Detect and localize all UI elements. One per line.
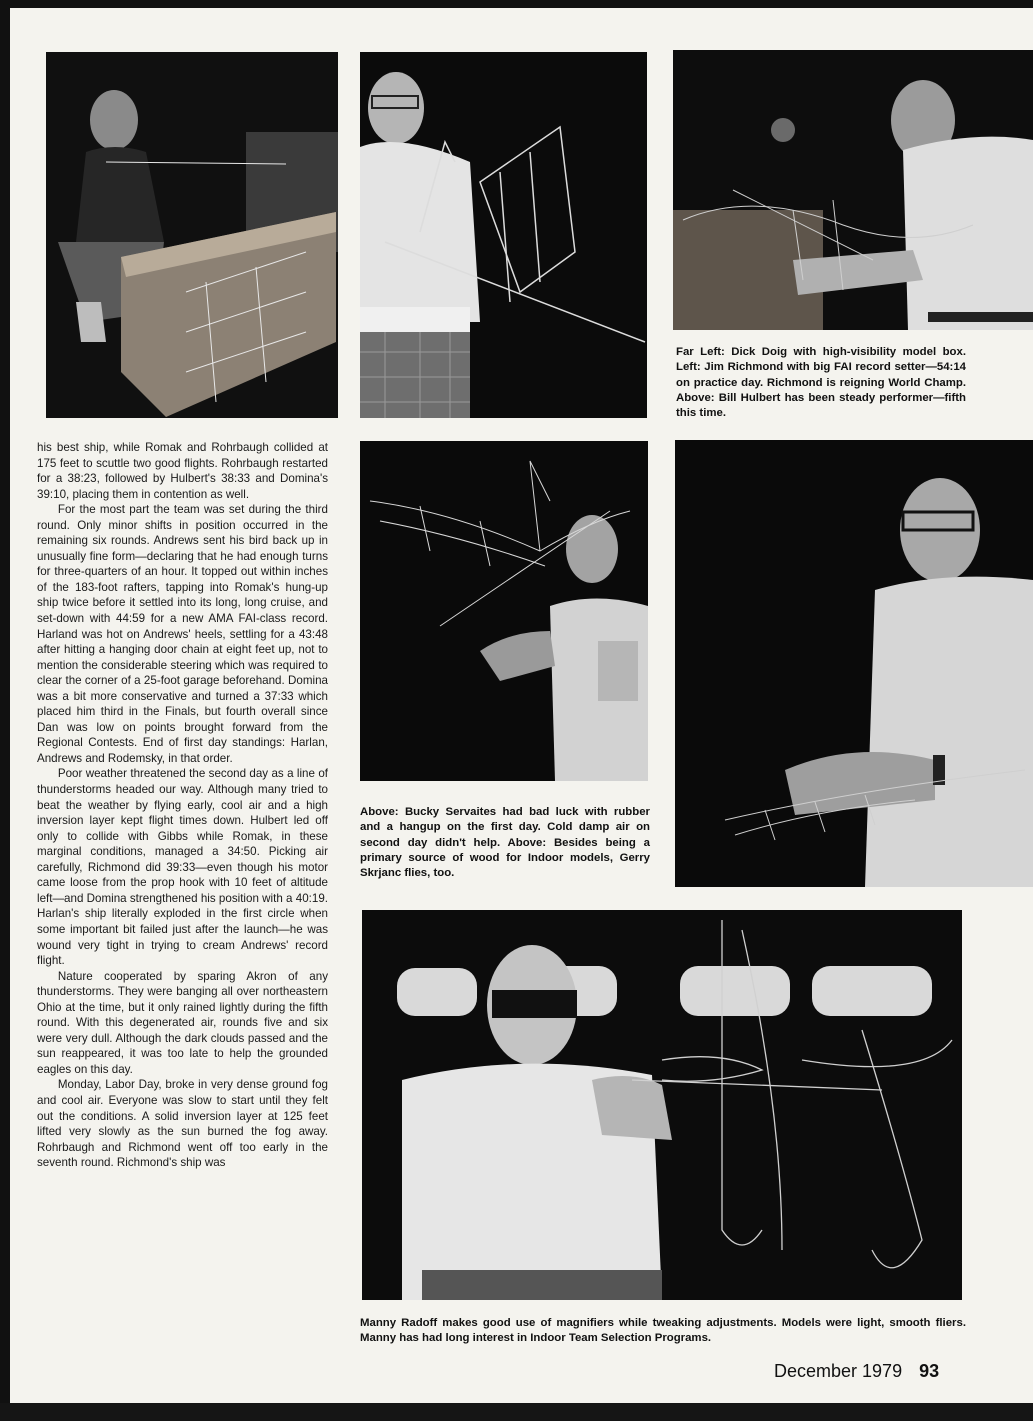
photo-gerry-skrjanc — [675, 440, 1033, 887]
scan-border — [0, 1403, 1033, 1421]
caption-top-right: Far Left: Dick Doig with high-visibility model box. Left: Jim Richmond with big FAI record setter—54:14 on practice day. Richmond is reigning World Champ. Above: Bill Hulbert has been steady performer—fifth this time. — [676, 346, 966, 420]
photo-jim-richmond — [360, 52, 647, 418]
photo-manny-radoff — [362, 910, 962, 1300]
page-footer — [774, 1361, 939, 1382]
photo-dick-doig — [46, 52, 338, 418]
photo-bucky-servaites — [360, 441, 648, 781]
page-number: 93 — [919, 1361, 940, 1381]
article-paragraph: For the most part the team was set during the third round. Only minor shifts in position occurred in the remaining six rounds. Andrews sent his bird back up in unusually fine form—declaring that he had enough turns for three-quarters of an hour. It topped out within inches of the 183-foot rafters, tapping into Romak's hung-up ship twice before it settled into its long, long cruise, and set-down with 44:59 for a new AMA FAI-class record. Harland was hot on Andrews' heels, settling for a 43:48 after hitting a hanging door chain at eight feet up, not to mention the considerable steering which was required to clear the corner of a 25-foot garage beforehand. Domina was a bit more conservative and turned a 37:33 which placed him third in the Finals, but fourth overall since Dan was low on points brought forward from the Regional Contests. End of first day standings: Harlan, Andrews and Rodemsky, in that order. — [37, 503, 328, 765]
issue-date: December 1979 — [774, 1361, 903, 1381]
photo-bill-hulbert — [673, 50, 1033, 330]
caption-middle: Above: Bucky Servaites had bad luck with rubber and a hangup on the first day. Cold damp air on second day didn't help. Above: Besides being a primary source of wood for Indoor models, Gerry Skrjanc flies, too. — [360, 806, 650, 880]
article-paragraph: Monday, Labor Day, broke in very dense ground fog and cool air. Everyone was slow to start until they felt out the conditions. A solid inversion layer at 125 feet lifted very slowly as the sun burned the fog away. Rohrbaugh and Richmond went off too early in the seventh round. Richmond's ship was — [37, 1078, 328, 1170]
article-paragraph: his best ship, while Romak and Rohrbaugh collided at 175 feet to scuttle two good flights. Rohrbaugh restarted for a 38:23, followed by Hulbert's 38:33 and Domina's 39:10, placing them in contention as well. — [37, 441, 328, 501]
caption-bottom: Manny Radoff makes good use of magnifiers while tweaking adjustments. Models were light, smooth fliers. Manny has had long interest in Indoor Team Selection Programs. — [360, 1317, 966, 1345]
article-paragraph: Poor weather threatened the second day as a line of thunderstorms headed our way. Although many tried to beat the weather by flying early, cool air and a high inversion layer kept flight times down. Hulbert led off only to collide with Gibbs while Romak, in these marginal conditions, managed a 34:50. Picking air carefully, Richmond did 39:33—even though his motor came loose from the prop hook with 10 feet of altitude left—and Domina strengthened his position with a 40:19. Harlan's ship literally exploded in the first circle when some important bit failed just after the launch—he was wound very tight in trying to cream Andrews' record flight. — [37, 767, 328, 968]
article-paragraph: Nature cooperated by sparing Akron of any thunderstorms. They were banging all over northeastern Ohio at the time, but it only rained lightly during the fifth round. With this degenerated air, rounds five and six were very dull. Although the dark clouds passed and the sun reappeared, it was too late to help the grounded eagles on this day. — [37, 969, 328, 1076]
article-text — [37, 440, 328, 1171]
